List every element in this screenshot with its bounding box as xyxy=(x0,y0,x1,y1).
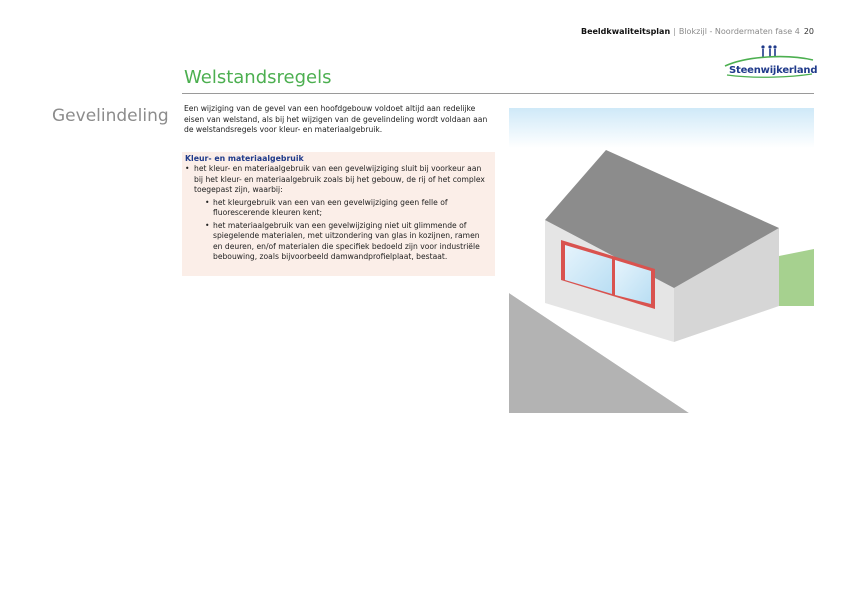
logo-text: Steenwijkerland xyxy=(729,65,818,76)
rule-sub-text: het kleurgebruik van een van een gevelwijziging geen felle of fluorescerende kleuren kent; xyxy=(213,197,448,217)
steenwijkerland-logo xyxy=(717,44,818,78)
rules-box xyxy=(182,152,495,276)
rule-sub-item xyxy=(185,198,491,219)
sky xyxy=(509,108,814,148)
page-number: 20 xyxy=(803,27,814,36)
section-title: Welstandsregels xyxy=(184,67,332,88)
page-header xyxy=(581,27,814,36)
rule-sub-text: het materiaalgebruik van een gevelwijziging niet uit glimmende of spiegelende materialen, met uitzondering van glas in kozijnen, ramen en deuren, en/of materialen die specifiek bedoeld zijn voor industriële bebouwing, zoals bijvoorbeeld damwandprofielplaat, bestaat. xyxy=(213,220,480,261)
intro-paragraph: Een wijziging van de gevel van een hoofdgebouw voldoet altijd aan redelijke eisen van welstand, als bij het wijzigen van de gevelindeling wordt voldaan aan de welstandsregels voor kleur- en materiaalgebruik. xyxy=(184,104,488,134)
header-separator: | xyxy=(673,27,676,36)
bullet-icon: • xyxy=(205,220,210,230)
rule-main-item xyxy=(185,164,491,196)
document-subtitle: Blokzijl - Noordermaten fase 4 xyxy=(678,27,800,36)
lawn xyxy=(779,249,814,306)
rules-heading: Kleur- en materiaalgebruik xyxy=(185,154,304,163)
document-title: Beeldkwaliteitsplan xyxy=(580,27,671,36)
side-heading: Gevelindeling xyxy=(52,106,169,126)
house-facade-illustration xyxy=(509,108,814,413)
bullet-icon: • xyxy=(185,164,190,173)
rule-sub-item xyxy=(185,221,491,263)
bullet-icon: • xyxy=(205,197,210,207)
title-divider xyxy=(182,93,814,94)
rule-main-text: het kleur- en materiaalgebruik van een gevelwijziging sluit bij voorkeur aan bij het kleur- en materiaalgebruik zoals bij het gebouw, de rij of het complex toegepast zijn, waarbij: xyxy=(194,164,485,194)
